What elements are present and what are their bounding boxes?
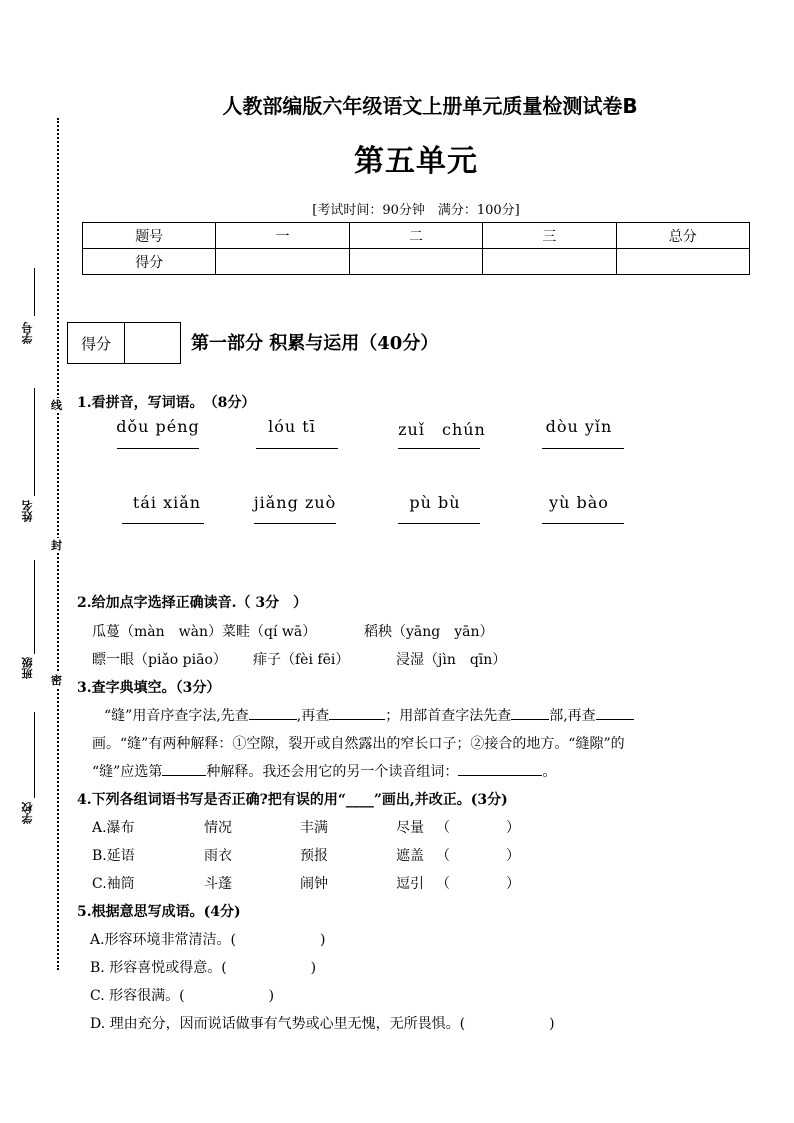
q4-word: 遮盖 xyxy=(396,848,424,864)
class-fill-line xyxy=(34,560,35,654)
exam-title: 人教部编版六年级语文上册单元质量检测试卷B xyxy=(222,94,638,118)
school-label: 学校 xyxy=(21,802,34,824)
answer-line[interactable] xyxy=(117,448,199,449)
score-table-header-row xyxy=(83,223,750,249)
score-cell[interactable] xyxy=(616,249,749,275)
q5-title: 5.根据意思写成语。(4分) xyxy=(77,904,241,920)
q4-word: 尽量 xyxy=(396,820,424,836)
score-table-header: 总分 xyxy=(616,223,749,249)
fill-blank[interactable] xyxy=(458,775,542,776)
q2-line2b: 痱子（fèi fēi） xyxy=(253,652,350,668)
q4-title: 4.下列各组词语书写是否正确?把有误的用“____”画出,并改正。(3分) xyxy=(77,792,508,808)
pinyin-item: pù bù xyxy=(409,493,461,512)
student-id-fill-line xyxy=(34,268,35,316)
q2-line2a: 瞟一眼（piǎo piāo） xyxy=(92,652,227,668)
q4-answer-blank[interactable]: （ ） xyxy=(436,876,520,892)
pinyin-item: jiǎng zuò xyxy=(253,493,337,512)
q4-option: A.瀑布 xyxy=(92,820,135,836)
score-table xyxy=(82,222,750,275)
q3-text: 。 xyxy=(542,764,557,780)
part1-title: 第一部分 积累与运用（40分） xyxy=(191,333,439,354)
unit-title: 第五单元 xyxy=(354,144,478,179)
pinyin-item: lóu tī xyxy=(268,417,316,436)
q5-item: B. 形容喜悦或得意。( ) xyxy=(90,960,317,976)
score-row-label: 得分 xyxy=(83,249,216,275)
q3-paragraph-line2: 画。“缝”有两种解释：①空隙，裂开或自然露出的窄长口子；②接合的地方。“缝隙”的 xyxy=(92,736,625,752)
pinyin-item: dǒu péng xyxy=(116,417,200,436)
answer-line[interactable] xyxy=(256,448,338,449)
fill-blank[interactable] xyxy=(596,719,634,720)
pinyin-item: tái xiǎn xyxy=(132,493,202,512)
q3-text: “缝”用音序查字法,先查 xyxy=(104,708,249,724)
q3-text: “缝”应选第 xyxy=(92,764,163,780)
score-table-score-row xyxy=(83,249,750,275)
q2-line1a: 瓜蔓（màn wàn）菜畦（qí wā） xyxy=(92,624,317,640)
answer-line[interactable] xyxy=(542,448,624,449)
part1-score-label: 得分 xyxy=(68,323,125,363)
q5-item: D. 理由充分，因而说话做事有气势或心里无愧，无所畏惧。( ) xyxy=(90,1016,555,1032)
school-fill-line xyxy=(34,712,35,798)
answer-line[interactable] xyxy=(398,448,480,449)
score-table-header: 三 xyxy=(483,223,616,249)
fill-blank[interactable] xyxy=(329,719,385,720)
name-fill-line xyxy=(34,388,35,496)
score-table-header: 二 xyxy=(349,223,482,249)
score-cell[interactable] xyxy=(216,249,349,275)
seal-char-mi: 密 xyxy=(51,674,62,687)
name-label: 姓名 xyxy=(21,500,34,522)
q3-paragraph-line3 xyxy=(92,761,556,781)
score-cell[interactable] xyxy=(483,249,616,275)
q4-word: 雨衣 xyxy=(204,848,232,864)
fill-blank[interactable] xyxy=(249,719,297,720)
q3-title: 3.查字典填空。（3分） xyxy=(77,680,221,696)
part1-score-box xyxy=(67,322,181,364)
score-table-header: 一 xyxy=(216,223,349,249)
class-label: 班级 xyxy=(21,657,34,679)
part1-score-cell[interactable] xyxy=(125,323,180,363)
q4-word: 丰满 xyxy=(300,820,328,836)
q3-text: 部,再查 xyxy=(549,708,596,724)
q1-title: 1.看拼音，写词语。 （8分） xyxy=(77,395,256,411)
pinyin-item: zuǐ chún xyxy=(398,420,486,439)
answer-line[interactable] xyxy=(542,523,624,524)
answer-line[interactable] xyxy=(254,523,336,524)
q3-paragraph-line1 xyxy=(104,705,634,725)
q2-line1b: 稻秧（yāng yān） xyxy=(364,624,494,640)
q4-word: 情况 xyxy=(204,820,232,836)
q4-word: 预报 xyxy=(300,848,328,864)
q2-line2c: 浸湿（jìn qīn） xyxy=(396,652,507,668)
q5-item: C. 形容很满。( ) xyxy=(90,988,275,1004)
score-table-header: 题号 xyxy=(83,223,216,249)
q4-option: C.袖筒 xyxy=(92,876,135,892)
answer-line[interactable] xyxy=(398,523,480,524)
q4-word: 斗蓬 xyxy=(204,876,232,892)
q4-word: 闹钟 xyxy=(300,876,328,892)
seal-char-feng: 封 xyxy=(51,539,62,552)
q3-text: ,再查 xyxy=(296,708,330,724)
q4-answer-blank[interactable]: （ ） xyxy=(436,820,520,836)
q4-answer-blank[interactable]: （ ） xyxy=(436,848,520,864)
q3-text: 种解释。我还会用它的另一个读音组词： xyxy=(206,764,459,780)
q5-item: A.形容环境非常清洁。( ) xyxy=(90,932,326,948)
fill-blank[interactable] xyxy=(511,719,549,720)
score-cell[interactable] xyxy=(349,249,482,275)
answer-line[interactable] xyxy=(122,523,204,524)
fill-blank[interactable] xyxy=(162,775,206,776)
student-id-label: 学号 xyxy=(21,322,34,344)
q4-option: B.延语 xyxy=(92,848,135,864)
pinyin-item: yù bào xyxy=(549,493,609,512)
q3-text: ；用部首查字法先查 xyxy=(385,708,512,724)
seal-char-xian: 线 xyxy=(51,399,62,412)
q4-word: 逗引 xyxy=(396,876,424,892)
pinyin-item: dòu yǐn xyxy=(545,417,613,436)
q2-title: 2.给加点字选择正确读音.（ 3分 ） xyxy=(77,595,308,611)
exam-info: [考试时间：90分钟 满分：100分] xyxy=(312,203,520,218)
